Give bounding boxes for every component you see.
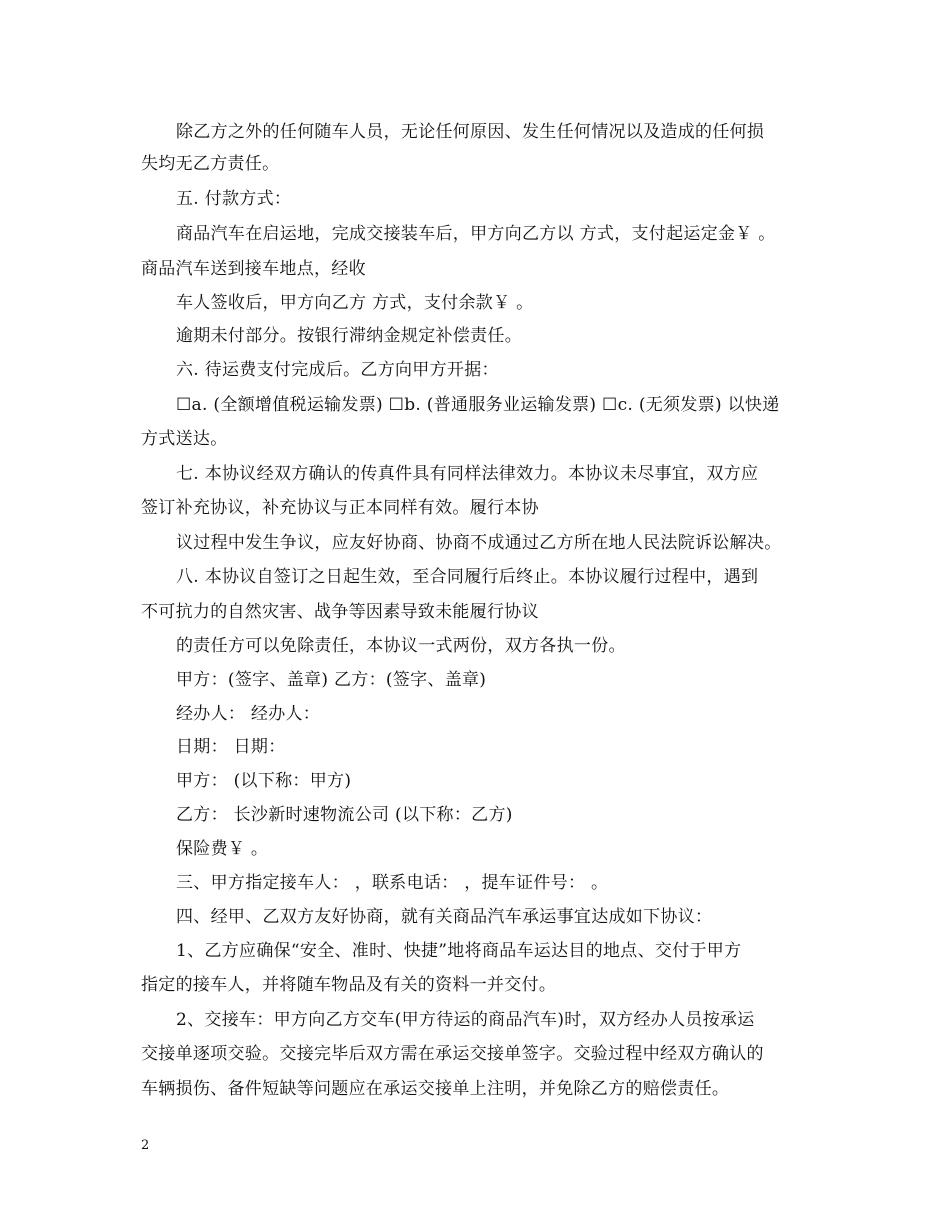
text-line: 指定的接车人，并将随车物品及有关的资料一并交付。 <box>141 975 557 995</box>
text-line: 的责任方可以免除责任，本协议一式两份，双方各执一份。 <box>176 636 626 656</box>
text-line: 三、甲方指定接车人： ，联系电话： ，提车证件号： 。 <box>176 873 609 893</box>
text-line: 车辆损伤、备件短缺等问题应在承运交接单上注明，并免除乙方的赔偿责任。 <box>141 1079 730 1099</box>
text-line: 七. 本协议经双方确认的传真件具有同样法律效力。本协议未尽事宜，双方应 <box>176 464 759 484</box>
text-line: 保险费￥ 。 <box>176 839 269 859</box>
text-line: 商品汽车在启运地，完成交接装车后，甲方向乙方以 方式，支付起运定金￥ 。 <box>176 224 776 244</box>
text-line: 甲方：(签字、盖章) 乙方：(签字、盖章) <box>176 670 487 690</box>
text-line: 乙方： 长沙新时速物流公司 (以下称：乙方) <box>176 805 513 825</box>
text-line: 失均无乙方责任。 <box>141 154 280 174</box>
text-line: 1、乙方应确保“安全、准时、快捷”地将商品车运达目的地点、交付于甲方 <box>176 941 742 961</box>
text-line: 逾期未付部分。按银行滞纳金规定补偿责任。 <box>176 326 522 346</box>
page-number: 2 <box>141 1138 150 1153</box>
text-line: 四、经甲、乙双方友好协商，就有关商品汽车承运事宜达成如下协议： <box>176 907 713 927</box>
text-line: 方式送达。 <box>141 429 228 449</box>
text-line: 除乙方之外的任何随车人员，无论任何原因、发生任何情况以及造成的任何损 <box>176 122 765 142</box>
text-line: 车人签收后，甲方向乙方 方式，支付余款￥ 。 <box>176 293 534 313</box>
text-line: ☐a. (全额增值税运输发票) ☐b. (普通服务业运输发票) ☐c. (无须发票) 以快递 <box>176 395 780 415</box>
text-line: 签订补充协议，补充协议与正本同样有效。履行本协 <box>141 498 539 518</box>
text-line: 甲方： (以下称：甲方) <box>176 771 352 791</box>
text-line: 日期： 日期： <box>176 737 286 757</box>
text-line: 交接单逐项交验。交接完毕后双方需在承运交接单签字。交验过程中经双方确认的 <box>141 1044 764 1064</box>
text-line: 六. 待运费支付完成后。乙方向甲方开据： <box>176 360 499 380</box>
text-line: 议过程中发生争议，应友好协商、协商不成通过乙方所在地人民法院诉讼解决。 <box>176 533 782 553</box>
text-line: 八. 本协议自签订之日起生效，至合同履行后终止。本协议履行过程中，遇到 <box>176 567 759 587</box>
text-line: 不可抗力的自然灾害、战争等因素导致未能履行协议 <box>141 602 539 622</box>
text-line: 2、交接车：甲方向乙方交车(甲方待运的商品汽车)时，双方经办人员按承运 <box>176 1010 755 1030</box>
text-line: 五. 付款方式： <box>176 189 292 209</box>
text-line: 商品汽车送到接车地点，经收 <box>141 259 366 279</box>
text-line: 经办人： 经办人： <box>176 704 321 724</box>
